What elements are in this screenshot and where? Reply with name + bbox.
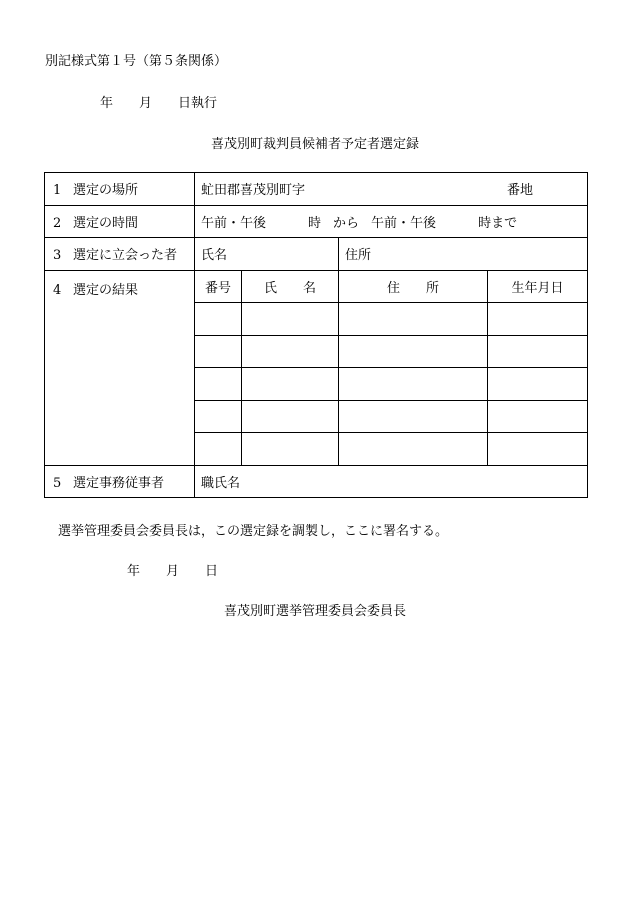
time-label: 2 選定の時間	[45, 205, 195, 238]
row-result-header	[45, 270, 588, 303]
result-label: 4 選定の結果	[45, 270, 195, 465]
form-number-label: 別記様式第１号（第５条関係）	[45, 54, 228, 69]
col-birthdate: 生年月日	[488, 270, 588, 303]
row-time	[45, 205, 588, 238]
time-value: 午前・午後 時 から 午前・午後 時まで	[195, 205, 588, 238]
signature-date	[127, 560, 218, 579]
col-address: 住 所	[339, 270, 488, 303]
execution-date	[100, 92, 217, 111]
place-value: 虻田郡喜茂別町字 番地	[195, 173, 588, 206]
col-number: 番号	[195, 270, 242, 303]
row-witness	[45, 238, 588, 271]
place-label: 1 選定の場所	[45, 173, 195, 206]
certification-statement: 選挙管理委員会委員長は，この選定録を調製し，ここに署名する。	[58, 524, 449, 539]
witness-name: 氏名	[195, 238, 339, 271]
row-clerk	[45, 465, 588, 498]
clerk-value: 職氏名	[195, 465, 588, 498]
selection-record-table	[44, 172, 588, 498]
exec-month: 月	[139, 96, 153, 111]
row-place	[45, 173, 588, 206]
exec-day: 日執行	[178, 96, 218, 111]
sign-year: 年	[127, 564, 141, 579]
col-name: 氏 名	[242, 270, 339, 303]
witness-address: 住所	[339, 238, 588, 271]
sign-month: 月	[166, 564, 180, 579]
witness-label: 3 選定に立会った者	[45, 238, 195, 271]
exec-year: 年	[100, 96, 114, 111]
sign-day: 日	[205, 564, 219, 579]
clerk-label: 5 選定事務従事者	[45, 465, 195, 498]
document-title: 喜茂別町裁判員候補者予定者選定録	[210, 137, 419, 152]
signer-title: 喜茂別町選挙管理委員会委員長	[223, 604, 406, 619]
